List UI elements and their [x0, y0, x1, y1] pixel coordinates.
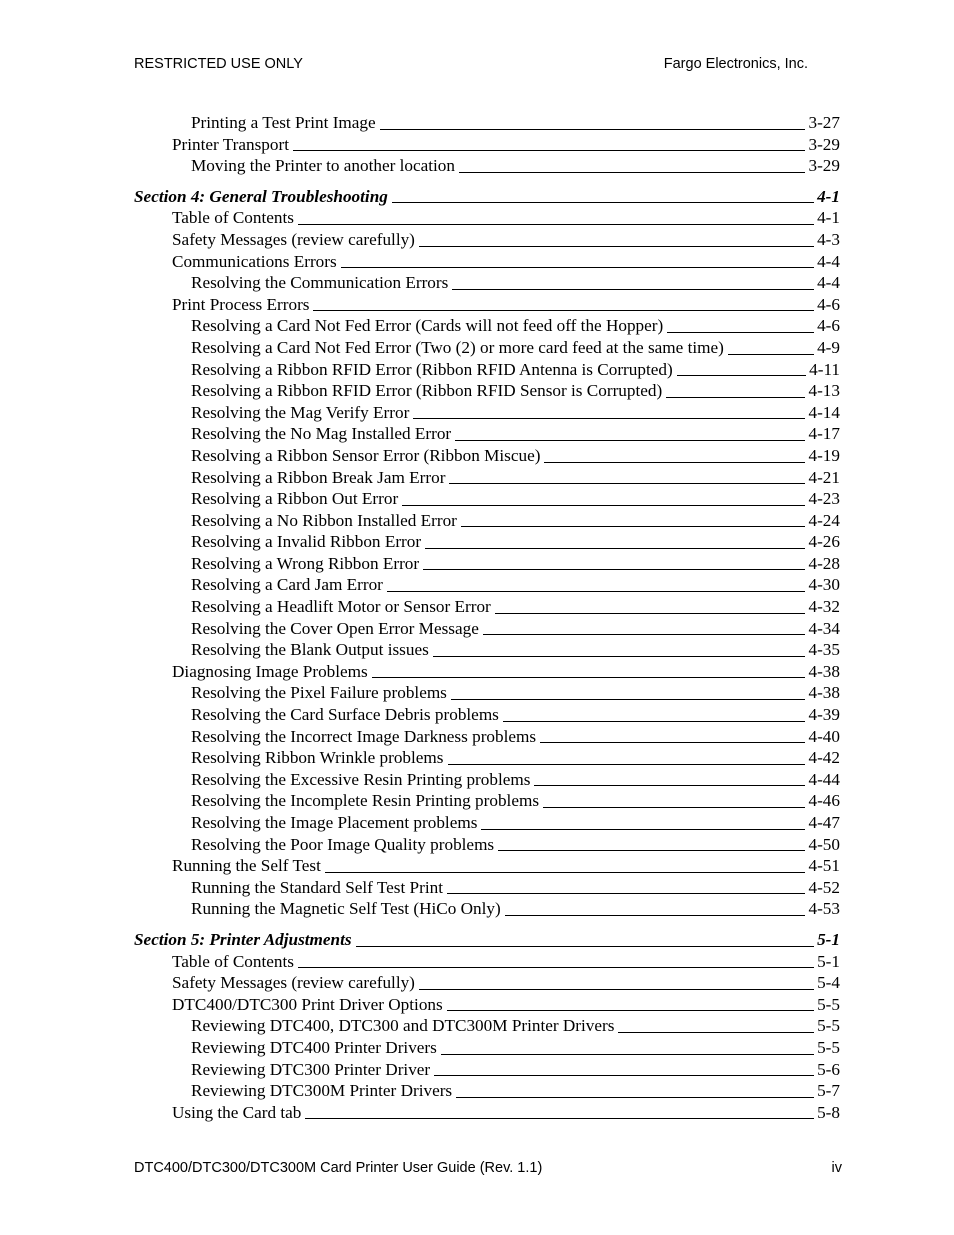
toc-section-heading[interactable] — [134, 929, 840, 951]
toc-leader-line — [298, 224, 814, 225]
toc-page-number: 4-34 — [808, 618, 840, 638]
toc-page-number: 4-14 — [808, 402, 840, 422]
toc-leader-line — [459, 172, 806, 173]
toc-entry-title: Resolving a Ribbon RFID Error (Ribbon RFID Sensor is Corrupted) — [191, 381, 663, 401]
toc-entry[interactable] — [134, 834, 840, 856]
toc-page-number: 4-39 — [808, 705, 840, 725]
toc-entry[interactable] — [134, 1102, 840, 1124]
toc-entry-title: Resolving the Pixel Failure problems — [191, 683, 447, 703]
toc-entry-title: Using the Card tab — [172, 1102, 302, 1122]
toc-entry[interactable] — [134, 467, 840, 489]
toc-leader-line — [618, 1032, 814, 1033]
toc-leader-line — [544, 462, 805, 463]
toc-leader-line — [387, 591, 806, 592]
toc-entry-title: Resolving a Wrong Ribbon Error — [191, 553, 420, 573]
page-header-left: RESTRICTED USE ONLY — [134, 56, 303, 72]
toc-leader-line — [441, 1054, 814, 1055]
toc-entry-title: Resolving the Mag Verify Error — [191, 402, 410, 422]
toc-entry-title: Diagnosing Image Problems — [172, 661, 368, 681]
toc-leader-line — [325, 872, 806, 873]
toc-entry-title: Resolving the Excessive Resin Printing problems — [191, 769, 531, 789]
toc-page-number: 4-4 — [817, 273, 840, 293]
toc-entry[interactable] — [134, 661, 840, 683]
toc-page-number: 5-6 — [817, 1059, 840, 1079]
toc-entry-title: Running the Standard Self Test Print — [191, 877, 443, 897]
toc-leader-line — [461, 526, 806, 527]
toc-entry-title: Reviewing DTC400 Printer Drivers — [191, 1037, 437, 1057]
toc-entry[interactable] — [134, 682, 840, 704]
toc-leader-line — [451, 699, 806, 700]
toc-page-number: 4-38 — [808, 683, 840, 703]
toc-page-number: 3-29 — [808, 134, 840, 154]
toc-entry-title: Resolving a Ribbon RFID Error (Ribbon RFID Antenna is Corrupted) — [191, 359, 673, 379]
toc-page-number: 5-5 — [817, 994, 840, 1014]
toc-leader-line — [483, 634, 806, 635]
toc-leader-line — [449, 483, 805, 484]
toc-entry[interactable] — [134, 704, 840, 726]
toc-leader-line — [667, 332, 814, 333]
toc-entry[interactable] — [134, 531, 840, 553]
toc-entry[interactable] — [134, 229, 840, 251]
toc-page-number: 4-21 — [808, 467, 840, 487]
toc-leader-line — [447, 893, 806, 894]
toc-entry-title: Reviewing DTC300 Printer Driver — [191, 1059, 431, 1079]
toc-leader-line — [293, 150, 806, 151]
toc-page-number: 4-6 — [817, 316, 840, 336]
toc-page-number: 5-5 — [817, 1037, 840, 1057]
toc-leader-line — [677, 375, 806, 376]
toc-page-number: 4-46 — [808, 791, 840, 811]
toc-entry[interactable] — [134, 1080, 840, 1102]
toc-entry[interactable] — [134, 315, 840, 337]
toc-entry-title: Resolving the Card Surface Debris problems — [191, 705, 499, 725]
toc-page-number: 4-35 — [808, 640, 840, 660]
toc-entry[interactable] — [134, 272, 840, 294]
toc-entry[interactable] — [134, 726, 840, 748]
toc-page-number: 4-28 — [808, 553, 840, 573]
toc-leader-line — [313, 310, 814, 311]
toc-page-number: 4-17 — [808, 424, 840, 444]
toc-section-heading[interactable] — [134, 186, 840, 208]
toc-entry-title: Resolving the No Mag Installed Error — [191, 424, 452, 444]
toc-entry-title: DTC400/DTC300 Print Driver Options — [172, 994, 443, 1014]
table-of-contents — [134, 112, 840, 1123]
toc-page-number: 4-11 — [809, 359, 840, 379]
toc-entry-title: Safety Messages (review carefully) — [172, 229, 415, 249]
toc-page-number: 4-9 — [817, 337, 840, 357]
toc-leader-line — [452, 289, 814, 290]
toc-entry[interactable] — [134, 1037, 840, 1059]
toc-entry[interactable] — [134, 898, 840, 920]
toc-page-number: 4-4 — [817, 251, 840, 271]
toc-leader-line — [341, 267, 814, 268]
toc-leader-line — [448, 764, 806, 765]
toc-entry-title: Resolving a Invalid Ribbon Error — [191, 532, 422, 552]
toc-leader-line — [481, 829, 805, 830]
toc-entry[interactable] — [134, 112, 840, 134]
toc-entry[interactable] — [134, 134, 840, 156]
page-footer-title: DTC400/DTC300/DTC300M Card Printer User Guide (Rev. 1.1) — [134, 1160, 543, 1176]
toc-leader-line — [728, 354, 814, 355]
toc-entry-title: Communications Errors — [172, 251, 337, 271]
toc-page-number: 3-29 — [808, 156, 840, 176]
toc-entry[interactable] — [134, 251, 840, 273]
toc-entry-title: Print Process Errors — [172, 294, 310, 314]
toc-leader-line — [456, 1097, 814, 1098]
toc-leader-line — [380, 129, 806, 130]
toc-leader-line — [540, 742, 805, 743]
toc-leader-line — [392, 202, 814, 203]
toc-page-number: 4-50 — [808, 834, 840, 854]
toc-page-number: 4-6 — [817, 294, 840, 314]
toc-entry[interactable] — [134, 747, 840, 769]
toc-entry[interactable] — [134, 790, 840, 812]
toc-entry[interactable] — [134, 812, 840, 834]
toc-entry[interactable] — [134, 155, 840, 177]
page-number: iv — [831, 1160, 842, 1176]
toc-entry-title: Table of Contents — [172, 951, 294, 971]
toc-page-number: 4-30 — [808, 575, 840, 595]
toc-page-number: 4-13 — [808, 381, 840, 401]
toc-page-number: 4-47 — [808, 813, 840, 832]
toc-page-number: 4-26 — [808, 532, 840, 552]
toc-leader-line — [372, 677, 806, 678]
toc-page-number: 4-1 — [817, 208, 840, 228]
toc-entry[interactable] — [134, 337, 840, 359]
toc-leader-line — [413, 418, 805, 419]
toc-entry[interactable] — [134, 553, 840, 575]
toc-entry[interactable] — [134, 639, 840, 661]
toc-entry[interactable] — [134, 1015, 840, 1037]
toc-leader-line — [666, 397, 805, 398]
toc-leader-line — [503, 721, 806, 722]
toc-entry-title: Printer Transport — [172, 134, 289, 154]
toc-page-number: 4-19 — [808, 445, 840, 465]
toc-entry[interactable] — [134, 596, 840, 618]
toc-page-number: 4-51 — [808, 856, 840, 876]
toc-entry[interactable] — [134, 972, 840, 994]
toc-entry[interactable] — [134, 994, 840, 1016]
toc-page-number: 5-8 — [817, 1102, 840, 1122]
toc-entry[interactable] — [134, 951, 840, 973]
toc-entry-title: Reviewing DTC300M Printer Drivers — [191, 1081, 453, 1101]
toc-leader-line — [498, 850, 805, 851]
toc-entry[interactable] — [134, 510, 840, 532]
toc-leader-line — [447, 1010, 814, 1011]
toc-entry-title: Resolving the Incorrect Image Darkness problems — [191, 726, 537, 746]
toc-entry-title: Resolving the Cover Open Error Message — [191, 618, 479, 638]
toc-entry-title: Printing a Test Print Image — [191, 113, 376, 132]
toc-leader-line — [419, 246, 814, 247]
toc-leader-line — [543, 807, 805, 808]
toc-page-number: 5-5 — [817, 1016, 840, 1036]
toc-entry-title: Resolving a Ribbon Break Jam Error — [191, 467, 446, 487]
toc-entry[interactable] — [134, 877, 840, 899]
toc-entry-title: Reviewing DTC400, DTC300 and DTC300M Printer Drivers — [191, 1016, 615, 1036]
toc-entry-title: Resolving the Incomplete Resin Printing problems — [191, 791, 540, 811]
toc-page-number: 5-1 — [817, 951, 840, 971]
toc-leader-line — [455, 440, 805, 441]
toc-entry[interactable] — [134, 402, 840, 424]
toc-entry-title: Resolving a No Ribbon Installed Error — [191, 510, 457, 530]
toc-entry-title: Resolving the Communication Errors — [191, 273, 449, 293]
toc-page-number: 4-3 — [817, 229, 840, 249]
toc-page-number: 5-4 — [817, 973, 840, 993]
toc-page-number: 4-42 — [808, 748, 840, 768]
toc-entry-title: Resolving the Poor Image Quality problems — [191, 834, 495, 854]
toc-entry-title: Resolving a Ribbon Out Error — [191, 489, 399, 509]
toc-entry[interactable] — [134, 423, 840, 445]
toc-leader-line — [356, 946, 814, 947]
toc-entry-title: Resolving a Card Jam Error — [191, 575, 383, 595]
toc-entry[interactable] — [134, 574, 840, 596]
toc-entry[interactable] — [134, 618, 840, 640]
page-header-right: Fargo Electronics, Inc. — [663, 56, 808, 72]
toc-leader-line — [433, 656, 806, 657]
toc-page-number: 4-23 — [808, 489, 840, 509]
toc-entry[interactable] — [134, 294, 840, 316]
toc-page-number: 3-27 — [808, 113, 840, 132]
toc-leader-line — [402, 505, 805, 506]
toc-leader-line — [423, 569, 805, 570]
toc-page-number: 4-1 — [817, 186, 840, 206]
toc-page-number: 4-52 — [808, 877, 840, 897]
toc-page-number: 5-1 — [817, 929, 840, 949]
toc-entry-title: Moving the Printer to another location — [191, 156, 455, 176]
toc-leader-line — [305, 1118, 814, 1119]
toc-entry-title: Safety Messages (review carefully) — [172, 973, 415, 993]
toc-leader-line — [495, 613, 806, 614]
toc-entry-title: Resolving the Image Placement problems — [191, 813, 478, 832]
toc-page-number: 4-53 — [808, 899, 840, 919]
toc-leader-line — [419, 989, 814, 990]
toc-page-number: 4-32 — [808, 597, 840, 617]
toc-page-number: 4-38 — [808, 661, 840, 681]
toc-entry-title: Resolving a Card Not Fed Error (Two (2) or more card feed at the same time) — [191, 337, 724, 357]
toc-page-number: 4-44 — [808, 769, 840, 789]
toc-entry-title: Resolving a Ribbon Sensor Error (Ribbon Miscue) — [191, 445, 541, 465]
toc-entry-title: Resolving a Card Not Fed Error (Cards will not feed off the Hopper) — [191, 316, 664, 336]
toc-leader-line — [434, 1075, 814, 1076]
toc-entry[interactable] — [134, 445, 840, 467]
toc-entry[interactable] — [134, 207, 840, 229]
toc-entry-title: Section 4: General Troubleshooting — [134, 186, 388, 206]
toc-entry-title: Table of Contents — [172, 208, 294, 228]
toc-page-number: 5-7 — [817, 1081, 840, 1101]
toc-entry[interactable] — [134, 488, 840, 510]
toc-entry[interactable] — [134, 1059, 840, 1081]
toc-entry-title: Running the Self Test — [172, 856, 321, 876]
toc-entry[interactable] — [134, 769, 840, 791]
toc-page-number: 4-24 — [808, 510, 840, 530]
toc-page-number: 4-40 — [808, 726, 840, 746]
toc-leader-line — [298, 967, 814, 968]
toc-leader-line — [505, 915, 806, 916]
toc-entry-title: Section 5: Printer Adjustments — [134, 929, 352, 949]
toc-entry-title: Resolving a Headlift Motor or Sensor Error — [191, 597, 491, 617]
toc-leader-line — [425, 548, 805, 549]
toc-entry[interactable] — [134, 855, 840, 877]
toc-entry[interactable] — [134, 359, 840, 381]
toc-entry-title: Resolving Ribbon Wrinkle problems — [191, 748, 444, 768]
toc-entry-title: Resolving the Blank Output issues — [191, 640, 429, 660]
toc-entry[interactable] — [134, 380, 840, 402]
toc-leader-line — [534, 785, 805, 786]
toc-entry-title: Running the Magnetic Self Test (HiCo Only) — [191, 899, 501, 919]
